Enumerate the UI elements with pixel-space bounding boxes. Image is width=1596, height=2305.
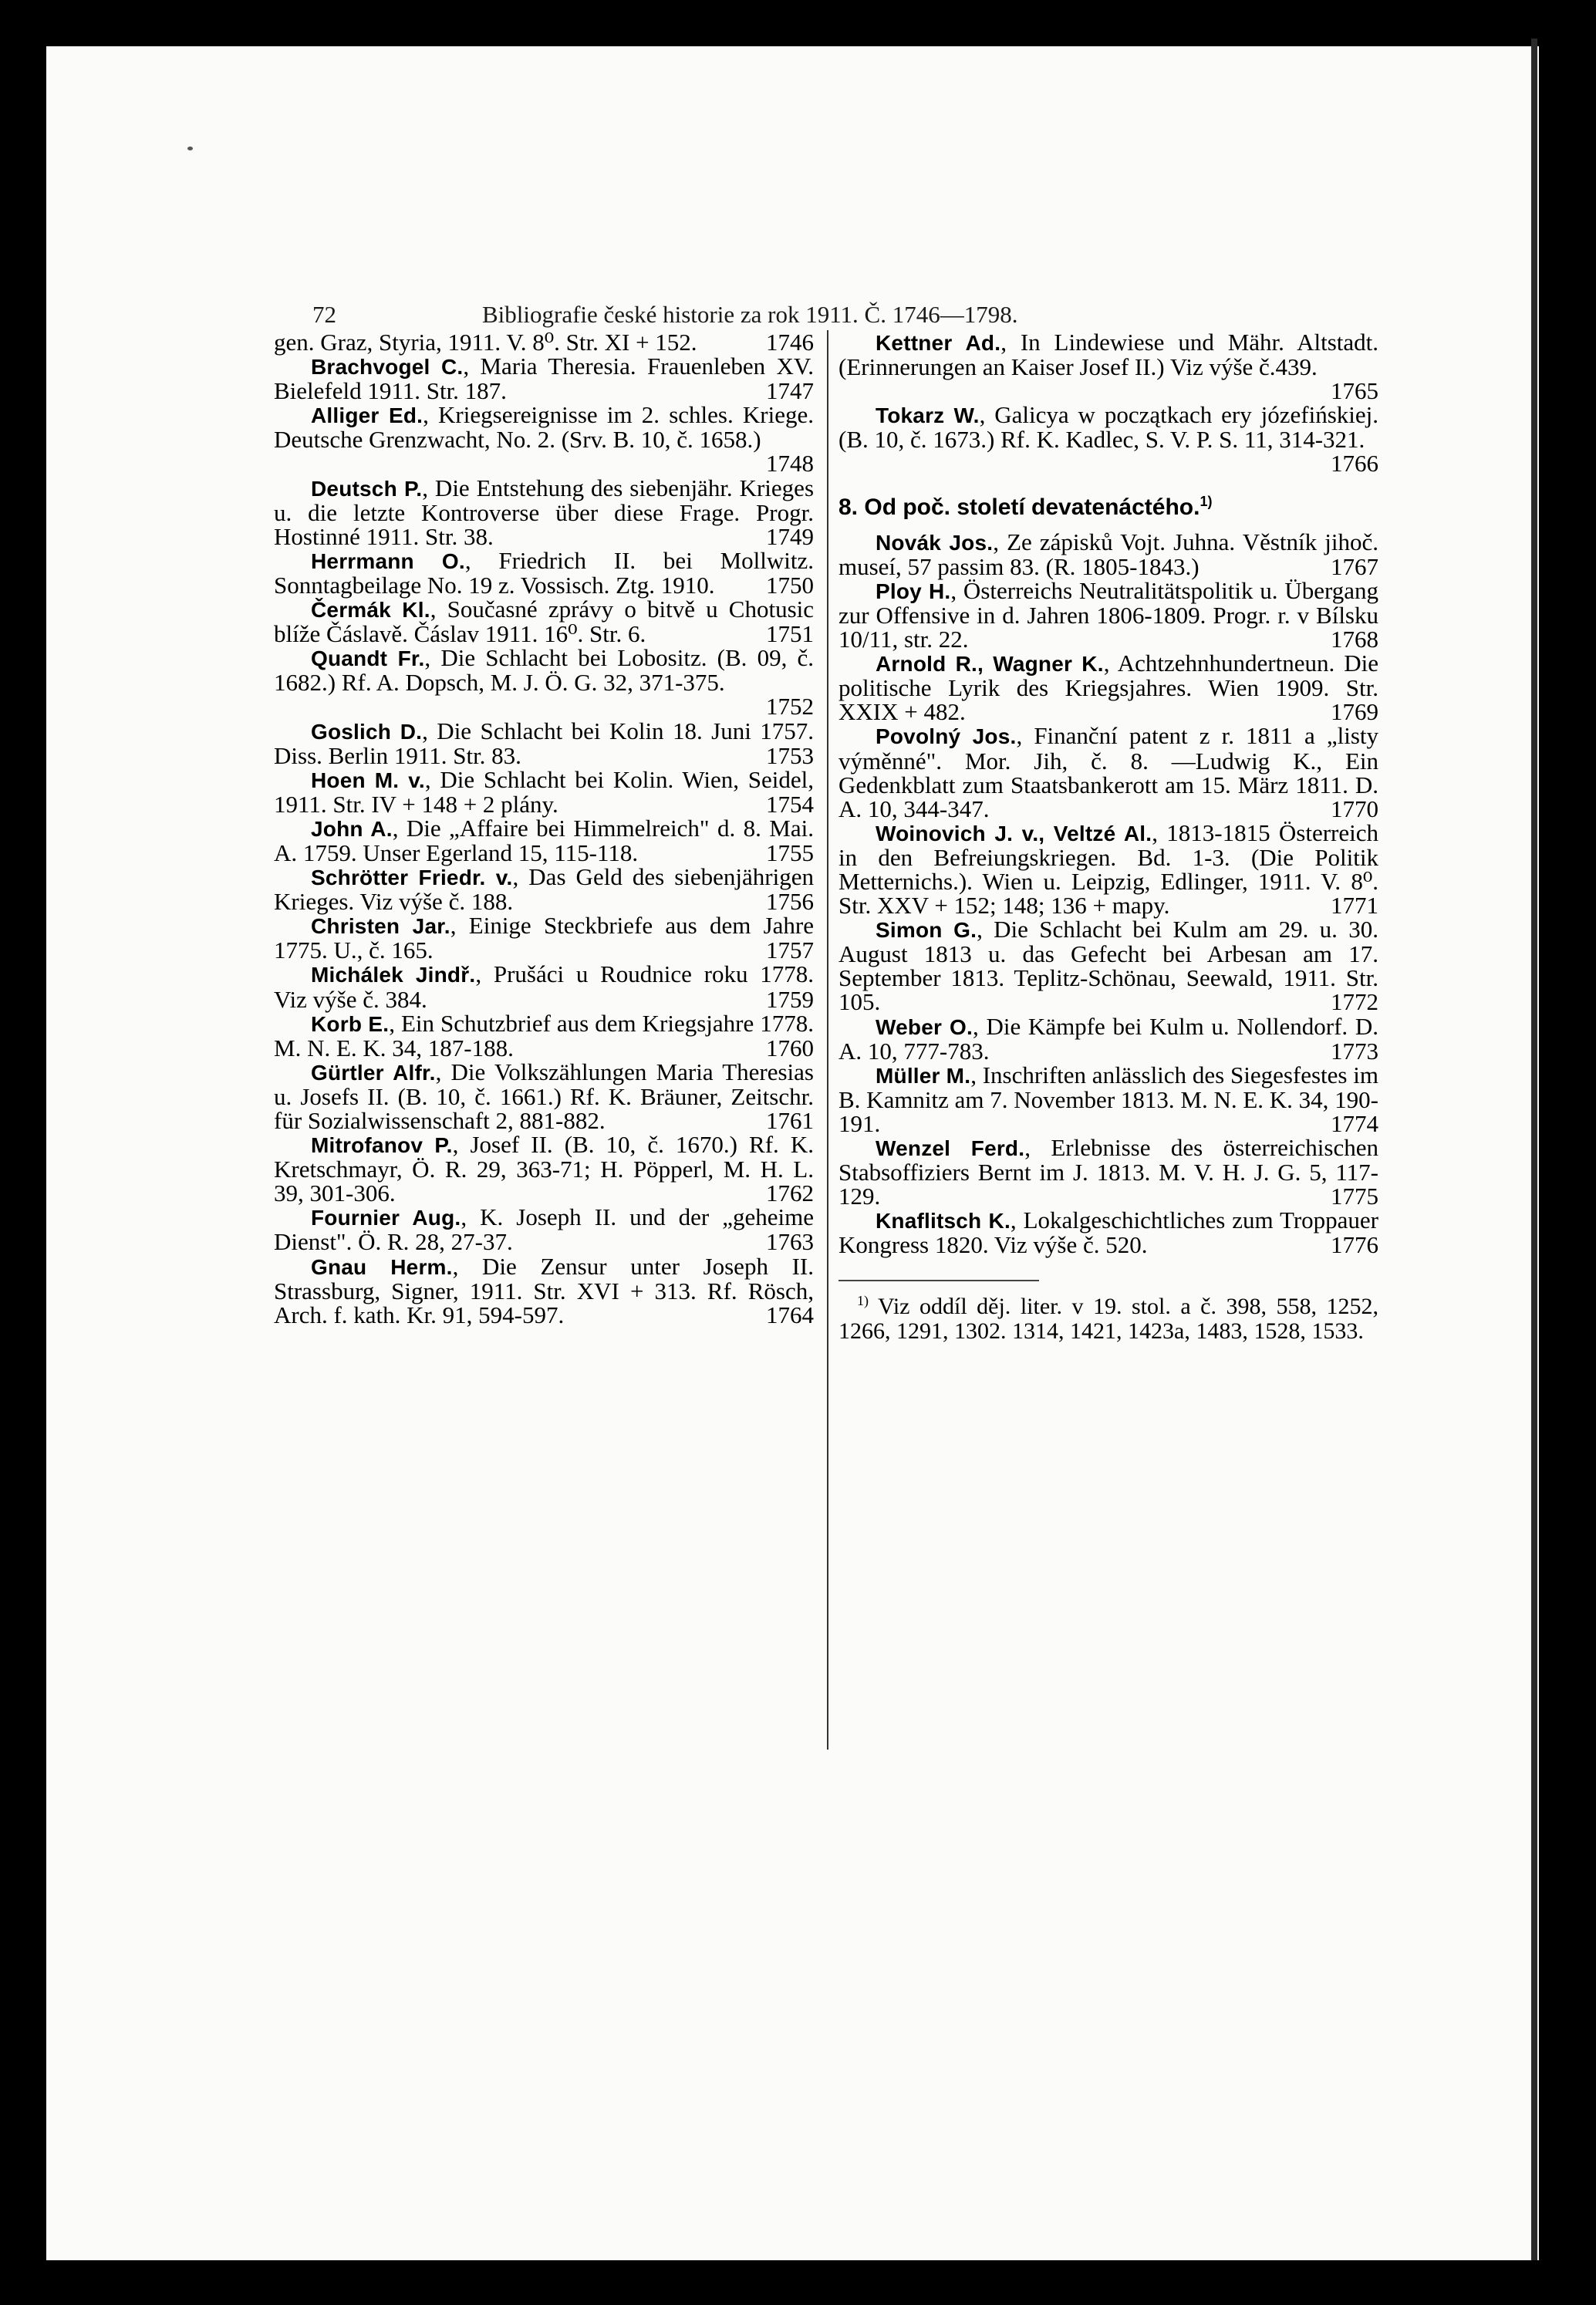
bibliography-entry [838, 818, 1378, 920]
entry-author: Knaflitsch K. [876, 1209, 1011, 1233]
bibliography-entry [838, 1063, 1378, 1136]
dust-speck [187, 147, 193, 150]
entry-text: , Achtzehnhundertneun. Die politische Lyrik des Kriegsjahres. Wien 1909. Str. XXIX + 482. [838, 650, 1378, 726]
entry-number: 1768 [1331, 626, 1378, 653]
entry-number: 1766 [1331, 450, 1378, 478]
entry-number: 1756 [766, 888, 814, 916]
entry-text: , Die Schlacht bei Kolin 18. Juni 1757. Diss. Berlin 1911. Str. 83. [274, 717, 814, 769]
entry-number: 1746 [766, 329, 814, 356]
entry-author: Gürtler Alfr. [311, 1060, 436, 1085]
entry-author: Korb E. [311, 1011, 390, 1036]
entry-text: , Josef II. (B. 10, č. 1670.) Rf. K. Kretschmayr, Ö. R. 29, 363-71; H. Pöpperl, M. H. L. 39, 301-306. [274, 1131, 814, 1207]
bibliography-entry [274, 1205, 814, 1254]
bibliography-entry [274, 913, 814, 962]
column-divider [827, 330, 828, 1750]
bibliography-entry [838, 530, 1378, 579]
bibliography-entry [274, 548, 814, 597]
entry-author: Gnau Herm. [311, 1254, 453, 1279]
entry-number: 1774 [1331, 1109, 1378, 1137]
page-edge-shadow [1531, 39, 1537, 2260]
bibliography-entry [274, 962, 814, 1011]
bibliography-entry [838, 1208, 1378, 1257]
entry-author: Arnold R., Wagner K. [876, 652, 1104, 677]
entry-author: Quandt Fr. [311, 646, 425, 671]
entry-text: , Das Geld des siebenjährigen Krieges. Viz výše č. 188. [274, 863, 815, 916]
entry-number: 1771 [1331, 892, 1378, 920]
entry-author: Michálek Jindř. [311, 963, 476, 987]
bibliography-entry [838, 576, 1379, 653]
bibliography-entry [274, 765, 814, 818]
entry-text: , Inschriften anlässlich des Siegesfestes im B. Kamnitz am 7. November 1813. M. N. E. K. 34, 190-191. [838, 1061, 1378, 1137]
bibliography-entry [838, 724, 1378, 820]
entry-number: 1750 [766, 571, 814, 599]
entry-number: 1752 [766, 693, 814, 721]
entry-number: 1776 [1331, 1231, 1378, 1259]
footnote-mark: 1) [857, 1293, 869, 1309]
entry-number: 1759 [766, 985, 814, 1013]
right-entries-b [838, 530, 1378, 1257]
entry-number: 1772 [1331, 988, 1378, 1016]
bibliography-entry [274, 401, 814, 478]
bibliography-entry [274, 644, 814, 721]
bibliography-entry [274, 597, 814, 646]
bibliography-entry [838, 651, 1378, 724]
entry-text: , Die Volkszählungen Maria Theresias u. Josefs II. (B. 10, č. 1661.) Rf. K. Bräuner, Zeitschr. für Sozialwissenschaft 2, 881-882. [274, 1058, 814, 1134]
entry-number: 1751 [766, 620, 814, 648]
entry-text: , Die Schlacht bei Kolin. Wien, Seidel, 1911. Str. IV + 148 + 2 plány. [274, 765, 814, 818]
entry-author: Fournier Aug. [311, 1206, 461, 1230]
page-number: 72 [312, 301, 336, 328]
footnote-text: Viz oddíl děj. liter. v 19. stol. a č. 398, 558, 1252, 1266, 1291, 1302. 1314, 1421, 1423a, 1483, 1528, 1533. [838, 1294, 1378, 1344]
entry-author: Novák Jos. [876, 530, 994, 555]
entry-author: Tokarz W. [876, 403, 980, 428]
entry-text: , Die „Affaire bei Himmelreich" d. 8. Mai. A. 1759. Unser Egerland 15, 115-118. [274, 814, 814, 866]
entry-text: , Lokalgeschichtliches zum Troppauer Kongress 1820. Viz výše č. 520. [838, 1206, 1378, 1259]
entry-author: Povolný Jos. [876, 724, 1017, 749]
entry-text: , Einige Steckbriefe aus dem Jahre 1775. U., č. 165. [274, 912, 814, 964]
entry-author: Herrmann O. [311, 548, 465, 573]
bibliography-entry [274, 476, 814, 548]
entry-author: Christen Jar. [311, 914, 450, 939]
entry-text: , Ein Schutzbrief aus dem Kriegsjahre 1778. M. N. E. K. 34, 187-188. [274, 1009, 814, 1061]
entry-number: 1760 [766, 1034, 814, 1061]
entry-number: 1757 [766, 937, 814, 964]
entry-author: Ploy H. [876, 579, 951, 603]
entry-text: gen. Graz, Styria, 1911. V. 8⁰. Str. XI + 152. [274, 329, 697, 356]
header-title: Bibliografie české historie za rok 1911. Č. 1746—1798. [482, 301, 1018, 328]
entry-text: , Die Schlacht bei Kulm am 29. u. 30. August 1813 u. das Gefecht bei Arbesan am 17. September 1813. Teplitz-Schönau, Seewald, 1911. Str. 105. [838, 916, 1378, 1016]
entry-number: 1748 [766, 450, 814, 478]
bibliography-entry [838, 1014, 1378, 1063]
entry-number: 1767 [1331, 552, 1378, 580]
entry-text: , Ze zápisků Vojt. Juhna. Věstník jihoč. museí, 57 passim 83. (R. 1805-1843.) [838, 528, 1378, 580]
entry-text: , Kriegsereignisse im 2. schles. Kriege. Deutsche Grenzwacht, No. 2. (Srv. B. 10, č. 1658.) [274, 401, 814, 454]
entry-text: , Finanční patent z r. 1811 a „listy výměnné". Mor. Jih, č. 8. —Ludwig K., Ein Gedenkblatt zum Staatsbankerott am 15. März 1811. D. A. 10, 344-347. [838, 722, 1378, 822]
entry-author: Čermák Kl. [311, 598, 430, 623]
entry-text: , Erlebnisse des österreichischen Stabsoffiziers Bernt im J. 1813. M. V. H. J. G. 5, 117-129. [838, 1134, 1378, 1210]
entry-text: , Österreichs Neutralitätspolitik u. Übergang zur Offensive in d. Jahren 1806-1809. Progr. r. v Bílsku 10/11, str. 22. [838, 576, 1379, 653]
section-heading [838, 490, 1378, 519]
entry-number: 1764 [766, 1301, 814, 1328]
entry-text: , In Lindewiese und Mähr. Altstadt. (Erinnerungen an Kaiser Josef II.) Viz výše č.439. [838, 329, 1378, 381]
bibliography-entry [274, 1060, 814, 1132]
entry-author: Simon G. [876, 918, 977, 943]
entry-author: Deutsch P. [311, 476, 423, 501]
right-entries-a [838, 330, 1378, 476]
bibliography-entry [274, 1011, 814, 1060]
bibliography-entry [274, 863, 815, 916]
entry-number: 1761 [766, 1107, 814, 1134]
right-column [838, 330, 1378, 1343]
section-title: 8. Od poč. století devatenáctého. [838, 494, 1200, 520]
entry-text: , Friedrich II. bei Mollwitz. Sonntagbeilage No. 19 z. Vossisch. Ztg. 1910. [274, 546, 814, 599]
entry-author: Hoen M. v. [311, 768, 425, 792]
entry-text: , Die Schlacht bei Lobositz. (B. 09, č. 1682.) Rf. A. Dopsch, M. J. Ö. G. 32, 371-375. [274, 644, 814, 697]
entry-number: 1749 [766, 522, 814, 550]
entry-text: , Die Entstehung des siebenjähr. Krieges u. die letzte Kontroverse über diese Frage. Progr. Hostinné 1911. Str. 38. [274, 474, 815, 550]
entry-text: , Galicya w początkach ery józefińskiej. (B. 10, č. 1673.) Rf. K. Kadlec, S. V. P. S. 11, 314-321. [838, 401, 1378, 454]
entry-text: , Prušáci u Roudnice roku 1778. Viz výše č. 384. [274, 960, 815, 1013]
entry-number: 1769 [1331, 698, 1378, 726]
bibliography-entry [274, 1132, 814, 1205]
bibliography-entry [838, 917, 1378, 1014]
entry-number: 1747 [766, 377, 814, 405]
bibliography-entry [838, 401, 1378, 478]
bibliography-entry [838, 1136, 1378, 1208]
entry-number: 1754 [766, 790, 814, 818]
entry-author: Müller M. [876, 1063, 971, 1088]
entry-number: 1773 [1331, 1037, 1378, 1065]
bibliography-entry [274, 1254, 814, 1327]
entry-number: 1755 [766, 839, 814, 866]
section-footnote-mark: 1) [1200, 493, 1213, 509]
entry-author: Weber O. [876, 1014, 973, 1039]
entry-author: Schrötter Friedr. v. [311, 866, 513, 890]
bibliography-entry [838, 330, 1378, 403]
running-header [312, 301, 1315, 332]
entry-author: John A. [311, 816, 393, 841]
entry-author: Wenzel Ferd. [876, 1136, 1025, 1160]
entry-number: 1770 [1331, 795, 1378, 822]
entry-text: , Současné zprávy o bitvě u Chotusic blíže Čáslavě. Čáslav 1911. 16⁰. Str. 6. [274, 596, 814, 648]
entry-number: 1753 [766, 741, 814, 769]
entry-author: Brachvogel C. [311, 355, 464, 380]
entry-author: Kettner Ad. [876, 331, 1001, 355]
entry-text: , K. Joseph II. und der „geheime Dienst". Ö. R. 28, 27-37. [274, 1203, 814, 1256]
entry-number: 1762 [766, 1179, 814, 1207]
footnote [838, 1289, 1378, 1342]
bibliography-entry [274, 816, 814, 865]
bibliography-entry [274, 719, 814, 768]
entry-number: 1765 [1331, 377, 1378, 405]
entry-text: , Die Zensur unter Joseph II. Strassburg, Signer, 1911. Str. XVI + 313. Rf. Rösch, Arch. f. kath. Kr. 91, 594-597. [274, 1252, 815, 1328]
entry-text: , Die Kämpfe bei Kulm u. Nollendorf. D. A. 10, 777-783. [838, 1012, 1378, 1065]
entry-number: 1763 [766, 1228, 814, 1256]
entry-text: , Maria Theresia. Frauenleben XV. Bielefeld 1911. Str. 187. [274, 353, 814, 405]
footnote-rule [838, 1280, 1039, 1281]
left-column [274, 330, 814, 1327]
bibliography-entry [274, 330, 814, 354]
entry-author: Woinovich J. v., Veltzé Al. [876, 821, 1152, 845]
entry-author: Mitrofanov P. [311, 1133, 453, 1158]
entry-number: 1775 [1331, 1183, 1378, 1210]
bibliography-entry [274, 354, 814, 403]
entry-author: Goslich D. [311, 719, 423, 744]
entry-text: , 1813-1815 Österreich in den Befreiungskriegen. Bd. 1-3. (Die Politik Metternichs.). Wien u. Leipzig, Edlinger, 1911. V. 8⁰. Str. XXV + 152; 148; 136 + mapy. [838, 818, 1378, 920]
entry-author: Alliger Ed. [311, 403, 423, 428]
